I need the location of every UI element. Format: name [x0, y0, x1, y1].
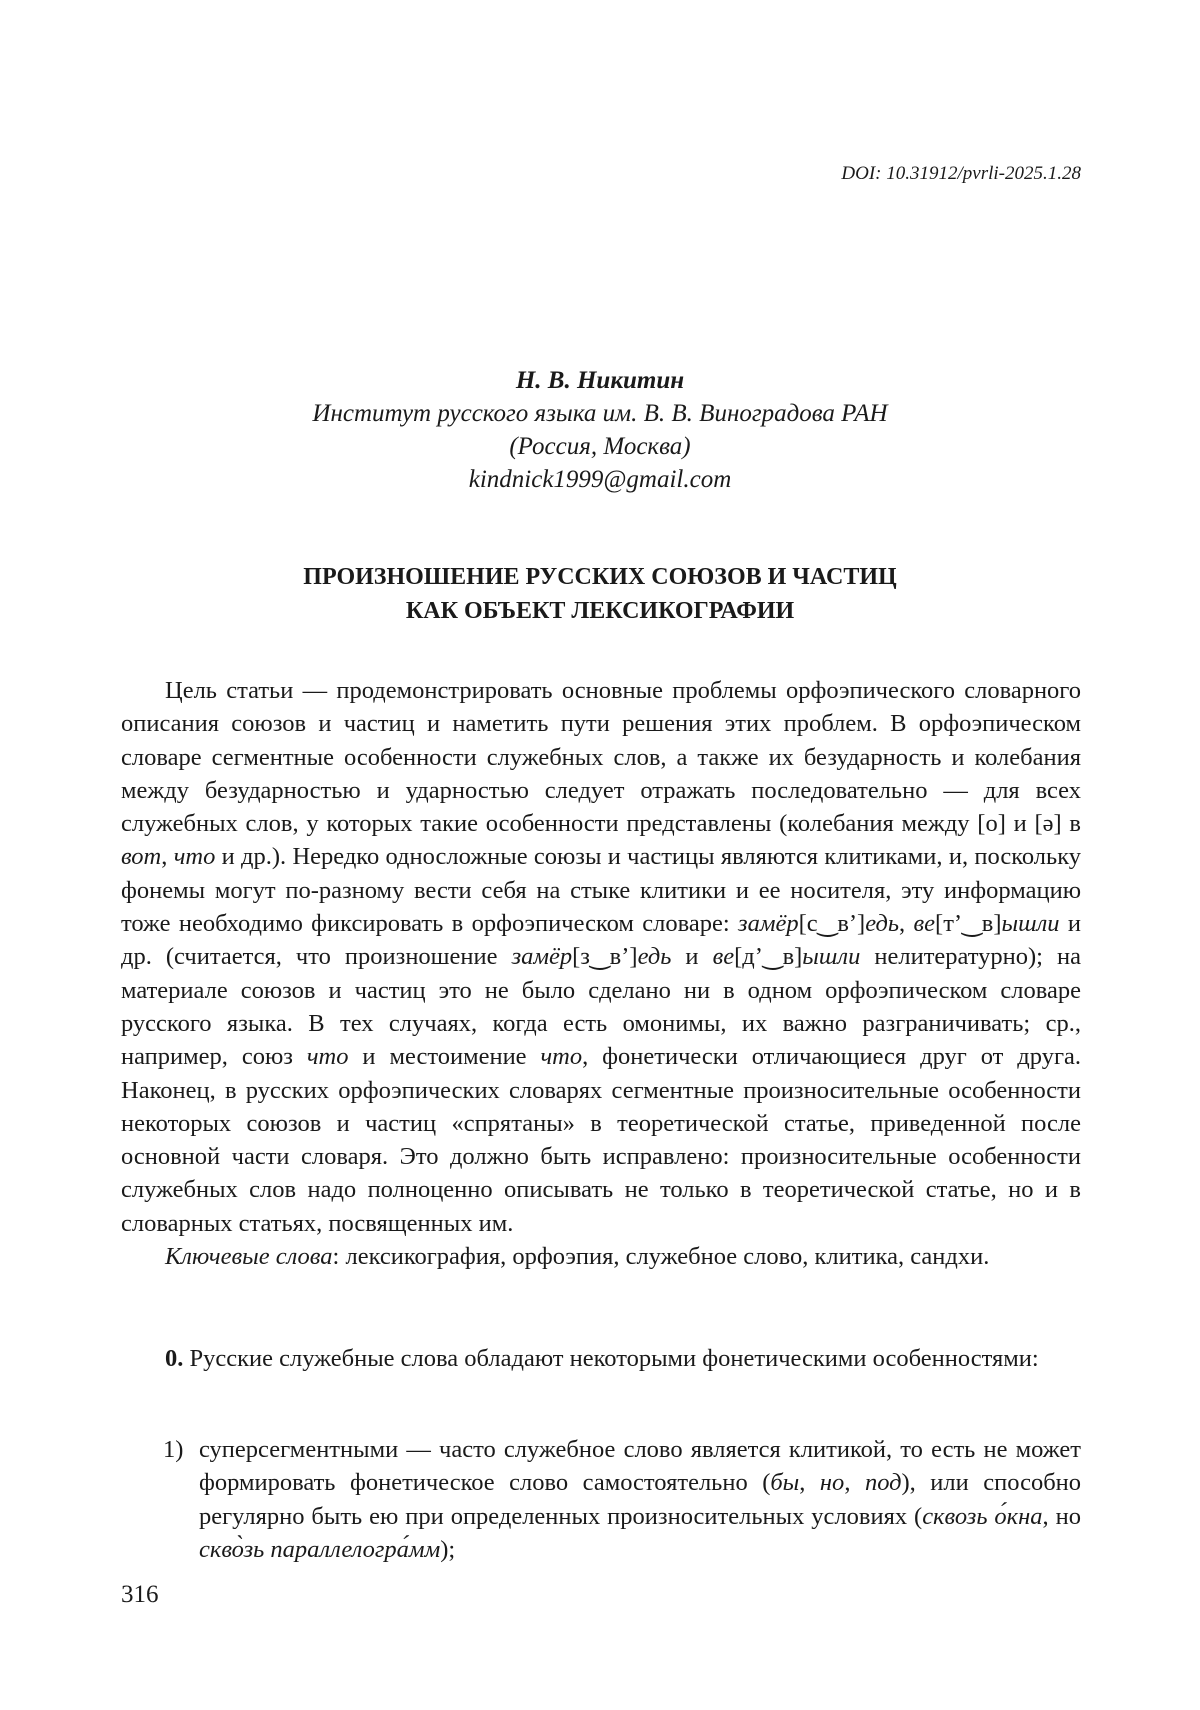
example-word: ве: [712, 943, 735, 971]
author-location: (Россия, Москва): [509, 433, 691, 460]
list-item-text: );: [440, 1535, 456, 1563]
example-word: но: [819, 1469, 845, 1497]
abstract-paragraph: [121, 674, 1081, 1240]
abstract-text: ,: [899, 910, 914, 938]
author-institution: Институт русского языка им. В. В. Виноградова РАН: [312, 400, 888, 427]
page-number: 316: [121, 1581, 159, 1608]
abstract-text: ,: [161, 843, 174, 871]
keywords-text: : лексикография, орфоэпия, служебное слово, клитика, сандхи.: [332, 1243, 990, 1271]
section-number: 0.: [165, 1345, 184, 1372]
example-word: сквозь о́кна: [922, 1502, 1043, 1530]
list-item-text: ), или способно регулярно быть ею при определенных произносительных условиях (: [199, 1469, 1082, 1530]
example-word: ышли: [802, 943, 861, 971]
list-item-text: ,: [799, 1469, 820, 1497]
abstract-text: и др.). Нередко односложные союзы и частицы являются клитиками, и, поскольку фонемы могут по-разному вести себя на стыке клитики и ее носителя, эту информацию тоже необходимо фиксировать в орфоэпическом словаре:: [121, 843, 1081, 938]
example-word: ышли: [1001, 910, 1060, 938]
section-intro: [121, 1342, 1081, 1375]
doi-label: DOI: 10.31912/pvrli-2025.1.28: [841, 163, 1081, 184]
list-item: [163, 1433, 1081, 1566]
keywords: [121, 1240, 1081, 1273]
example-word: ве: [913, 910, 936, 938]
example-word: скво̀зь параллелогра́мм: [199, 1535, 441, 1563]
intro-text: Русские служебные слова обладают некоторыми фонетическими особенностями:: [183, 1345, 1039, 1372]
example-word: едь: [865, 910, 900, 938]
example-word: что: [173, 843, 216, 871]
article-title: [0, 560, 1200, 628]
abstract-text: и др. (считается, что произношение: [121, 910, 1082, 971]
title-line-2: КАК ОБЪЕКТ ЛЕКСИКОГРАФИИ: [405, 598, 795, 624]
list-item-number: 1): [163, 1436, 184, 1463]
example-word: замёр: [511, 943, 573, 971]
example-word: замёр: [738, 910, 799, 938]
abstract-text: нелитературно); на материале союзов и частиц это не было сделано ни в одном орфоэпическом словаре русского языка. В тех случаях, когда есть омонимы, их важно разграничивать; ср., например, союз: [121, 943, 1081, 1071]
abstract: [121, 674, 1081, 1273]
author-email[interactable]: kindnick1999@gmail.com: [468, 466, 732, 493]
abstract-text: и: [671, 943, 713, 971]
author-block: [0, 364, 1200, 496]
transcription: [с‿в’]: [798, 910, 866, 938]
example-word: под: [864, 1469, 902, 1497]
transcription: [т’‿в]: [935, 910, 1002, 938]
example-word: что: [540, 1043, 583, 1071]
abstract-text: и местоимение: [348, 1043, 541, 1071]
list-item-text: , но: [1042, 1502, 1081, 1530]
intro-paragraph: [121, 1342, 1081, 1375]
list-item-text: суперсегментными — часто служебное слово является клитикой, то есть не может формировать фонетическое слово самостоятельно (: [199, 1436, 1081, 1497]
transcription: [д’‿в]: [734, 943, 803, 971]
example-word: бы: [770, 1469, 800, 1497]
abstract-text: Цель статьи — продемонстрировать основные проблемы орфоэпического словарного описания союзов и частиц и наметить пути решения этих проблем. В орфоэпическом словаре сегментные особенности служебных слов, а также их безударность и колебания между безударностью и ударностью следует отражать последовательно — для всех служебных слов, у которых такие особенности представлены (колебания между [о] и [ə] в: [121, 677, 1081, 838]
example-word: вот: [121, 843, 162, 871]
keywords-label: Ключевые слова: [165, 1243, 333, 1271]
list-item-text: ,: [844, 1469, 865, 1497]
example-word: едь: [637, 943, 672, 971]
title-line-1: ПРОИЗНОШЕНИЕ РУССКИХ СОЮЗОВ И ЧАСТИЦ: [303, 564, 897, 590]
transcription: [з‿в’]: [572, 943, 638, 971]
abstract-text: , фонетически отличающиеся друг от друга. Наконец, в русских орфоэпических словарях сегментные произносительные особенности некоторых союзов и частиц «спрятаны» в теоретической статье, приведенной после основной части словаря. Это должно быть исправлено: произносительные особенности служебных слов надо полноценно описывать не только в теоретической статье, но и в словарных статьях, посвященных им.: [121, 1043, 1081, 1237]
example-word: что: [306, 1043, 349, 1071]
author-name: Н. В. Никитин: [515, 367, 685, 394]
feature-list: [163, 1433, 1081, 1566]
